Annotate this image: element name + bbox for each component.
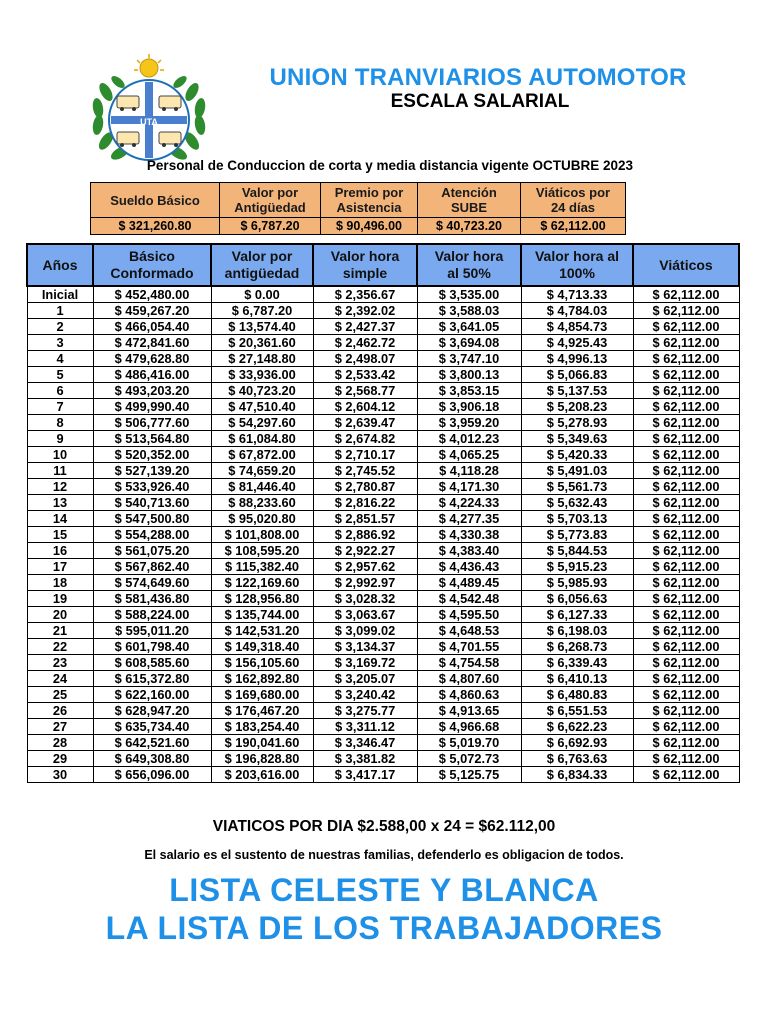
table-cell: $ 3,028.32 <box>313 591 417 607</box>
table-cell: $ 4,489.45 <box>417 575 521 591</box>
table-row <box>27 286 739 303</box>
table-cell: $ 62,112.00 <box>633 383 739 399</box>
summary-value-row <box>91 218 626 235</box>
summary-label-row <box>91 183 626 218</box>
table-row <box>27 687 739 703</box>
table-cell: $ 6,198.03 <box>521 623 633 639</box>
table-cell: $ 567,862.40 <box>93 559 211 575</box>
column-header-hora-100: Valor hora al 100% <box>521 244 633 286</box>
summary-label-line: Antigüedad <box>234 200 306 215</box>
table-cell: $ 5,632.43 <box>521 495 633 511</box>
table-cell: 5 <box>27 367 93 383</box>
table-cell: $ 554,288.00 <box>93 527 211 543</box>
table-cell: $ 74,659.20 <box>211 463 313 479</box>
table-cell: $ 4,784.03 <box>521 303 633 319</box>
table-cell: $ 62,112.00 <box>633 335 739 351</box>
table-row <box>27 431 739 447</box>
table-cell: $ 62,112.00 <box>633 495 739 511</box>
table-cell: 30 <box>27 767 93 783</box>
table-cell: $ 156,105.60 <box>211 655 313 671</box>
table-cell: $ 5,125.75 <box>417 767 521 783</box>
table-cell: $ 3,535.00 <box>417 286 521 303</box>
table-cell: $ 547,500.80 <box>93 511 211 527</box>
table-cell: $ 656,096.00 <box>93 767 211 783</box>
table-cell: 17 <box>27 559 93 575</box>
table-cell: $ 635,734.40 <box>93 719 211 735</box>
table-row <box>27 527 739 543</box>
table-cell: $ 2,427.37 <box>313 319 417 335</box>
table-cell: $ 3,694.08 <box>417 335 521 351</box>
summary-label-sube <box>418 183 521 218</box>
table-cell: $ 4,436.43 <box>417 559 521 575</box>
table-cell: $ 4,807.60 <box>417 671 521 687</box>
table-cell: $ 527,139.20 <box>93 463 211 479</box>
table-cell: 28 <box>27 735 93 751</box>
table-cell: $ 513,564.80 <box>93 431 211 447</box>
table-cell: $ 595,011.20 <box>93 623 211 639</box>
table-cell: $ 95,020.80 <box>211 511 313 527</box>
table-row <box>27 479 739 495</box>
table-cell: $ 4,065.25 <box>417 447 521 463</box>
table-cell: $ 3,588.03 <box>417 303 521 319</box>
table-cell: $ 62,112.00 <box>633 767 739 783</box>
table-cell: $ 5,137.53 <box>521 383 633 399</box>
table-cell: $ 0.00 <box>211 286 313 303</box>
table-cell: Inicial <box>27 286 93 303</box>
table-cell: $ 2,392.02 <box>313 303 417 319</box>
table-cell: $ 62,112.00 <box>633 463 739 479</box>
table-cell: $ 4,754.58 <box>417 655 521 671</box>
table-cell: $ 142,531.20 <box>211 623 313 639</box>
table-row <box>27 495 739 511</box>
table-cell: $ 499,990.40 <box>93 399 211 415</box>
table-cell: $ 2,356.67 <box>313 286 417 303</box>
table-cell: $ 5,985.93 <box>521 575 633 591</box>
table-cell: $ 628,947.20 <box>93 703 211 719</box>
table-cell: $ 4,996.13 <box>521 351 633 367</box>
table-cell: $ 3,134.37 <box>313 639 417 655</box>
table-cell: $ 5,278.93 <box>521 415 633 431</box>
table-cell: 13 <box>27 495 93 511</box>
table-cell: $ 135,744.00 <box>211 607 313 623</box>
summary-value-sueldo-basico: $ 321,260.80 <box>91 218 220 235</box>
table-cell: $ 3,346.47 <box>313 735 417 751</box>
table-cell: $ 561,075.20 <box>93 543 211 559</box>
table-row <box>27 367 739 383</box>
table-cell: $ 2,533.42 <box>313 367 417 383</box>
slogan-line-1: LISTA CELESTE Y BLANCA <box>169 872 599 908</box>
table-cell: $ 479,628.80 <box>93 351 211 367</box>
table-cell: $ 6,692.93 <box>521 735 633 751</box>
table-cell: $ 62,112.00 <box>633 591 739 607</box>
table-cell: $ 2,922.27 <box>313 543 417 559</box>
table-cell: $ 520,352.00 <box>93 447 211 463</box>
table-cell: $ 62,112.00 <box>633 303 739 319</box>
table-row <box>27 383 739 399</box>
column-header-anos: Años <box>27 244 93 286</box>
table-cell: 26 <box>27 703 93 719</box>
table-cell: $ 5,844.53 <box>521 543 633 559</box>
table-cell: $ 6,834.33 <box>521 767 633 783</box>
table-cell: $ 33,936.00 <box>211 367 313 383</box>
table-cell: $ 62,112.00 <box>633 639 739 655</box>
laurel-wreath-icon <box>84 52 214 170</box>
document-title: ESCALA SALARIAL <box>390 91 570 112</box>
summary-label-line: Premio por <box>334 185 404 200</box>
logo-text: UTA <box>140 117 158 127</box>
table-row <box>27 319 739 335</box>
table-row <box>27 543 739 559</box>
table-cell: $ 183,254.40 <box>211 719 313 735</box>
summary-label-line: 24 días <box>550 200 596 215</box>
table-cell: $ 27,148.80 <box>211 351 313 367</box>
column-header-basico: Básico Conformado <box>93 244 211 286</box>
table-cell: 23 <box>27 655 93 671</box>
table-cell: $ 20,361.60 <box>211 335 313 351</box>
table-cell: $ 4,854.73 <box>521 319 633 335</box>
table-cell: 27 <box>27 719 93 735</box>
table-cell: $ 2,674.82 <box>313 431 417 447</box>
summary-label-line: Atención <box>441 185 497 200</box>
table-cell: $ 540,713.60 <box>93 495 211 511</box>
table-cell: $ 2,745.52 <box>313 463 417 479</box>
organization-title: UNION TRANVIARIOS AUTOMOTOR <box>269 64 687 91</box>
table-cell: $ 574,649.60 <box>93 575 211 591</box>
table-cell: $ 62,112.00 <box>633 543 739 559</box>
table-row <box>27 447 739 463</box>
table-cell: $ 3,417.17 <box>313 767 417 783</box>
slogan-line-2: LA LISTA DE LOS TRABAJADORES <box>105 910 663 946</box>
table-cell: $ 6,410.13 <box>521 671 633 687</box>
table-cell: $ 62,112.00 <box>633 319 739 335</box>
table-cell: $ 5,208.23 <box>521 399 633 415</box>
table-cell: $ 62,112.00 <box>633 607 739 623</box>
table-cell: $ 62,112.00 <box>633 527 739 543</box>
summary-value-sube: $ 40,723.20 <box>418 218 521 235</box>
table-row <box>27 767 739 783</box>
table-row <box>27 591 739 607</box>
table-cell: $ 4,925.43 <box>521 335 633 351</box>
table-cell: 4 <box>27 351 93 367</box>
table-cell: 21 <box>27 623 93 639</box>
table-cell: $ 6,480.83 <box>521 687 633 703</box>
table-cell: $ 5,349.63 <box>521 431 633 447</box>
table-cell: 14 <box>27 511 93 527</box>
table-cell: $ 642,521.60 <box>93 735 211 751</box>
table-cell: $ 4,330.38 <box>417 527 521 543</box>
table-cell: $ 54,297.60 <box>211 415 313 431</box>
table-cell: $ 62,112.00 <box>633 399 739 415</box>
summary-value-asistencia: $ 90,496.00 <box>321 218 418 235</box>
table-cell: $ 6,268.73 <box>521 639 633 655</box>
table-row <box>27 719 739 735</box>
column-header-antiguedad: Valor por antigüedad <box>211 244 313 286</box>
table-row <box>27 511 739 527</box>
summary-label-line: Asistencia <box>336 200 402 215</box>
table-cell: $ 3,169.72 <box>313 655 417 671</box>
table-cell: $ 4,913.65 <box>417 703 521 719</box>
table-cell: $ 2,992.97 <box>313 575 417 591</box>
table-row <box>27 703 739 719</box>
salary-table <box>26 243 740 783</box>
table-cell: $ 2,710.17 <box>313 447 417 463</box>
table-cell: $ 486,416.00 <box>93 367 211 383</box>
table-cell: $ 3,959.20 <box>417 415 521 431</box>
table-cell: $ 4,701.55 <box>417 639 521 655</box>
table-cell: $ 5,491.03 <box>521 463 633 479</box>
table-cell: $ 196,828.80 <box>211 751 313 767</box>
table-cell: $ 13,574.40 <box>211 319 313 335</box>
table-cell: $ 122,169.60 <box>211 575 313 591</box>
table-cell: $ 4,224.33 <box>417 495 521 511</box>
table-row <box>27 463 739 479</box>
table-cell: $ 622,160.00 <box>93 687 211 703</box>
table-cell: $ 2,957.62 <box>313 559 417 575</box>
table-cell: $ 62,112.00 <box>633 431 739 447</box>
table-cell: $ 2,886.92 <box>313 527 417 543</box>
table-cell: $ 62,112.00 <box>633 623 739 639</box>
salary-table-body <box>27 286 739 783</box>
table-cell: 19 <box>27 591 93 607</box>
column-header-hora-50: Valor hora al 50% <box>417 244 521 286</box>
table-row <box>27 751 739 767</box>
table-row <box>27 575 739 591</box>
summary-label-viaticos <box>521 183 626 218</box>
table-cell: 7 <box>27 399 93 415</box>
table-cell: $ 4,595.50 <box>417 607 521 623</box>
table-cell: $ 62,112.00 <box>633 479 739 495</box>
table-cell: 25 <box>27 687 93 703</box>
table-cell: $ 67,872.00 <box>211 447 313 463</box>
table-cell: $ 4,277.35 <box>417 511 521 527</box>
table-cell: $ 4,966.68 <box>417 719 521 735</box>
table-cell: $ 62,112.00 <box>633 351 739 367</box>
table-cell: $ 4,171.30 <box>417 479 521 495</box>
table-cell: $ 493,203.20 <box>93 383 211 399</box>
table-cell: $ 2,639.47 <box>313 415 417 431</box>
table-cell: $ 3,641.05 <box>417 319 521 335</box>
table-cell: $ 61,084.80 <box>211 431 313 447</box>
table-cell: 1 <box>27 303 93 319</box>
table-cell: $ 62,112.00 <box>633 367 739 383</box>
summary-label-line: Valor por <box>241 185 299 200</box>
table-cell: $ 3,063.67 <box>313 607 417 623</box>
table-row <box>27 335 739 351</box>
document-subtitle: Personal de Conduccion de corta y media distancia vigente OCTUBRE 2023 <box>146 158 634 173</box>
summary-label-line: Sueldo Básico <box>110 192 200 208</box>
table-cell: $ 62,112.00 <box>633 671 739 687</box>
table-cell: 29 <box>27 751 93 767</box>
table-cell: $ 62,112.00 <box>633 447 739 463</box>
table-cell: $ 472,841.60 <box>93 335 211 351</box>
table-cell: $ 2,851.57 <box>313 511 417 527</box>
table-cell: $ 2,604.12 <box>313 399 417 415</box>
table-cell: $ 3,205.07 <box>313 671 417 687</box>
table-cell: $ 533,926.40 <box>93 479 211 495</box>
table-cell: $ 588,224.00 <box>93 607 211 623</box>
table-cell: 9 <box>27 431 93 447</box>
summary-label-line: Viáticos por <box>535 185 611 200</box>
table-cell: $ 190,041.60 <box>211 735 313 751</box>
table-cell: $ 62,112.00 <box>633 687 739 703</box>
table-cell: $ 5,420.33 <box>521 447 633 463</box>
table-cell: $ 4,713.33 <box>521 286 633 303</box>
table-cell: 12 <box>27 479 93 495</box>
table-cell: $ 2,568.77 <box>313 383 417 399</box>
table-cell: $ 2,462.72 <box>313 335 417 351</box>
table-cell: 24 <box>27 671 93 687</box>
table-cell: $ 6,622.23 <box>521 719 633 735</box>
summary-value-antiguedad: $ 6,787.20 <box>220 218 321 235</box>
table-cell: $ 2,780.87 <box>313 479 417 495</box>
table-cell: 2 <box>27 319 93 335</box>
column-header-hora-simple: Valor hora simple <box>313 244 417 286</box>
table-cell: $ 6,551.53 <box>521 703 633 719</box>
table-cell: $ 649,308.80 <box>93 751 211 767</box>
table-cell: $ 601,798.40 <box>93 639 211 655</box>
table-cell: 10 <box>27 447 93 463</box>
table-cell: $ 62,112.00 <box>633 559 739 575</box>
table-cell: $ 128,956.80 <box>211 591 313 607</box>
table-cell: $ 162,892.80 <box>211 671 313 687</box>
table-cell: $ 6,127.33 <box>521 607 633 623</box>
table-cell: $ 2,816.22 <box>313 495 417 511</box>
table-cell: $ 203,616.00 <box>211 767 313 783</box>
table-cell: $ 615,372.80 <box>93 671 211 687</box>
table-cell: $ 459,267.20 <box>93 303 211 319</box>
table-cell: $ 62,112.00 <box>633 575 739 591</box>
table-cell: $ 2,498.07 <box>313 351 417 367</box>
table-cell: $ 169,680.00 <box>211 687 313 703</box>
table-cell: 16 <box>27 543 93 559</box>
table-cell: $ 5,066.83 <box>521 367 633 383</box>
table-cell: 15 <box>27 527 93 543</box>
table-cell: $ 4,118.28 <box>417 463 521 479</box>
table-cell: $ 3,381.82 <box>313 751 417 767</box>
table-cell: $ 3,099.02 <box>313 623 417 639</box>
table-row <box>27 351 739 367</box>
table-row <box>27 415 739 431</box>
table-cell: $ 62,112.00 <box>633 511 739 527</box>
table-cell: $ 62,112.00 <box>633 751 739 767</box>
table-cell: $ 149,318.40 <box>211 639 313 655</box>
table-cell: $ 608,585.60 <box>93 655 211 671</box>
table-cell: $ 6,056.63 <box>521 591 633 607</box>
table-cell: 20 <box>27 607 93 623</box>
table-row <box>27 559 739 575</box>
motto-text: El salario es el sustento de nuestras familias, defenderlo es obligacion de todos. <box>144 848 624 862</box>
uta-logo <box>84 52 214 170</box>
summary-table <box>90 182 626 235</box>
viaticos-note: VIATICOS POR DIA $2.588,00 x 24 = $62.112,00 <box>212 818 556 835</box>
table-row <box>27 399 739 415</box>
table-cell: $ 3,747.10 <box>417 351 521 367</box>
table-cell: $ 4,012.23 <box>417 431 521 447</box>
table-cell: $ 5,773.83 <box>521 527 633 543</box>
table-cell: $ 5,019.70 <box>417 735 521 751</box>
table-cell: $ 88,233.60 <box>211 495 313 511</box>
table-cell: $ 40,723.20 <box>211 383 313 399</box>
table-cell: $ 62,112.00 <box>633 286 739 303</box>
table-cell: 11 <box>27 463 93 479</box>
table-row <box>27 655 739 671</box>
table-cell: $ 452,480.00 <box>93 286 211 303</box>
summary-label-sueldo-basico <box>91 183 220 218</box>
table-cell: 8 <box>27 415 93 431</box>
table-cell: $ 581,436.80 <box>93 591 211 607</box>
table-cell: $ 115,382.40 <box>211 559 313 575</box>
table-cell: $ 5,072.73 <box>417 751 521 767</box>
summary-label-antiguedad <box>220 183 321 218</box>
table-row <box>27 671 739 687</box>
summary-label-asistencia <box>321 183 418 218</box>
table-cell: $ 506,777.60 <box>93 415 211 431</box>
table-cell: $ 108,595.20 <box>211 543 313 559</box>
table-cell: $ 4,383.40 <box>417 543 521 559</box>
column-header-viaticos: Viáticos <box>633 244 739 286</box>
table-cell: $ 5,915.23 <box>521 559 633 575</box>
table-row <box>27 607 739 623</box>
table-cell: $ 3,800.13 <box>417 367 521 383</box>
table-cell: $ 4,648.53 <box>417 623 521 639</box>
table-cell: $ 101,808.00 <box>211 527 313 543</box>
table-cell: $ 5,561.73 <box>521 479 633 495</box>
table-cell: $ 6,763.63 <box>521 751 633 767</box>
table-cell: 3 <box>27 335 93 351</box>
table-cell: $ 62,112.00 <box>633 703 739 719</box>
table-cell: $ 47,510.40 <box>211 399 313 415</box>
table-cell: $ 5,703.13 <box>521 511 633 527</box>
table-cell: $ 62,112.00 <box>633 655 739 671</box>
table-cell: $ 3,853.15 <box>417 383 521 399</box>
table-cell: $ 81,446.40 <box>211 479 313 495</box>
table-cell: 18 <box>27 575 93 591</box>
table-row <box>27 735 739 751</box>
salary-table-header-row <box>27 244 739 286</box>
table-cell: $ 3,275.77 <box>313 703 417 719</box>
table-row <box>27 623 739 639</box>
table-row <box>27 303 739 319</box>
table-cell: $ 4,542.48 <box>417 591 521 607</box>
summary-value-viaticos: $ 62,112.00 <box>521 218 626 235</box>
table-cell: $ 4,860.63 <box>417 687 521 703</box>
table-cell: 6 <box>27 383 93 399</box>
table-cell: $ 6,339.43 <box>521 655 633 671</box>
summary-label-line: SUBE <box>450 200 488 215</box>
table-row <box>27 639 739 655</box>
table-cell: $ 3,311.12 <box>313 719 417 735</box>
table-cell: $ 62,112.00 <box>633 415 739 431</box>
table-cell: $ 466,054.40 <box>93 319 211 335</box>
table-cell: $ 6,787.20 <box>211 303 313 319</box>
table-cell: $ 3,906.18 <box>417 399 521 415</box>
table-cell: $ 176,467.20 <box>211 703 313 719</box>
table-cell: 22 <box>27 639 93 655</box>
table-cell: $ 62,112.00 <box>633 735 739 751</box>
table-cell: $ 62,112.00 <box>633 719 739 735</box>
table-cell: $ 3,240.42 <box>313 687 417 703</box>
